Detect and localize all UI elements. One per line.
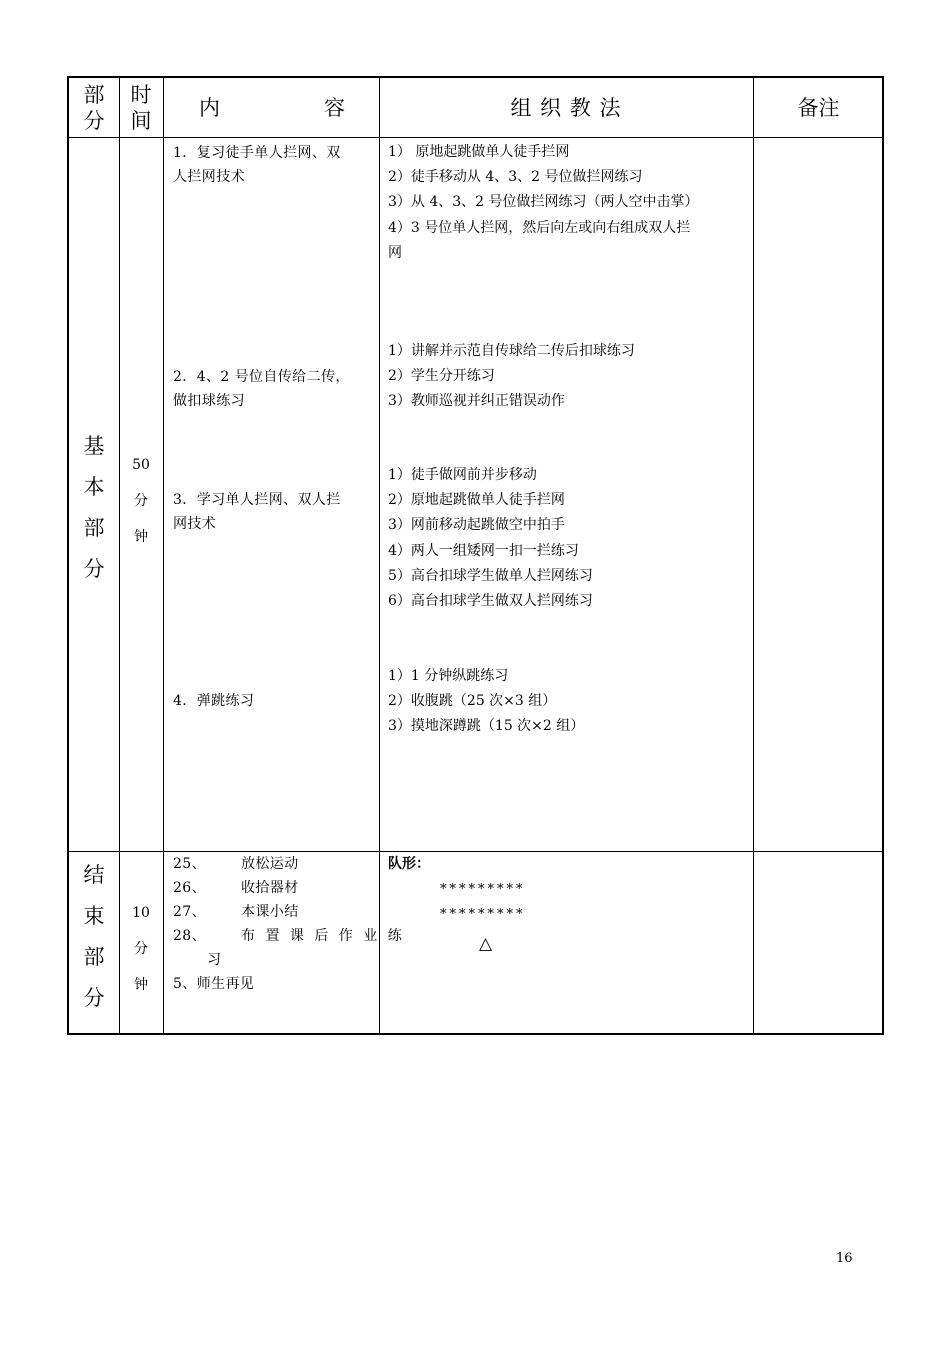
header-remark: 备注 — [797, 96, 840, 120]
teacher-triangle-icon: △ — [479, 933, 493, 954]
header-content-2: 容 — [324, 96, 345, 120]
method-group-3: 1）徒手做网前并步移动 2）原地起跳做单人徒手拦网 3）网前移动起跳做空中拍手 4）两人一组矮网一扣一拦练习 5）高台扣球学生做单人拦网练习 6）高台扣球学生做双人拦网练习 — [388, 467, 593, 610]
ending-item: 26、 收拾器材 — [173, 880, 299, 896]
basic-part-label: 基 本 部 分 — [83, 434, 105, 581]
ending-item: 27、 本课小结 — [173, 904, 299, 920]
method-group-1: 1） 原地起跳做单人徒手拦网 2）徒手移动从 4、3、2 号位做拦网练习 3）从 4、3、2 号位做拦网练习（两人空中击掌） 4）3 号位单人拦网，然后向左或向右组成双人拦 网 — [388, 144, 699, 261]
col-divider — [379, 78, 380, 1033]
basic-time: 50 分 钟 — [132, 457, 150, 545]
ending-item-last: 5、师生再见 — [173, 976, 255, 992]
col-divider — [163, 78, 164, 1033]
header-part: 部 分 — [83, 83, 105, 133]
formation-label: 队形： — [388, 856, 430, 872]
method-group-4: 1）1 分钟纵跳练习 2）收腹跳（25 次×3 组） 3）摸地深蹲跳（15 次×2 组） — [388, 668, 585, 735]
header-method: 组 织 教 法 — [510, 96, 622, 120]
ending-part-label: 结 束 部 分 — [83, 863, 105, 1010]
method-group-2: 1）讲解并示范自传球给二传后扣球练习 2）学生分开练习 3）教师巡视并纠正错误动作 — [388, 343, 635, 410]
ending-time: 10 分 钟 — [132, 905, 150, 993]
content-item-4: 4．弹跳练习 — [173, 693, 255, 709]
content-item-3: 3．学习单人拦网、双人拦 网技术 — [173, 492, 341, 532]
formation-row-2: ********* — [440, 907, 526, 923]
ending-item: 25、 放松运动 — [173, 856, 299, 872]
header-time: 时 间 — [130, 83, 152, 133]
ending-item: 28、 布 置 课 后 作 业 练 — [173, 928, 405, 944]
formation-row-1: ********* — [440, 882, 526, 898]
ending-items — [173, 852, 405, 996]
content-item-1: 1．复习徒手单人拦网、双 人拦网技术 — [173, 145, 341, 185]
page-number: 16 — [836, 1251, 853, 1266]
row-divider — [69, 137, 882, 138]
lesson-plan-table — [67, 76, 884, 1035]
header-content-1: 内 — [199, 96, 220, 120]
formation-block — [388, 852, 758, 960]
col-divider — [119, 78, 120, 1033]
ending-item-cont: 习 — [207, 952, 222, 968]
content-item-2: 2．4、2 号位自传给二传， 做扣球练习 — [173, 369, 350, 409]
